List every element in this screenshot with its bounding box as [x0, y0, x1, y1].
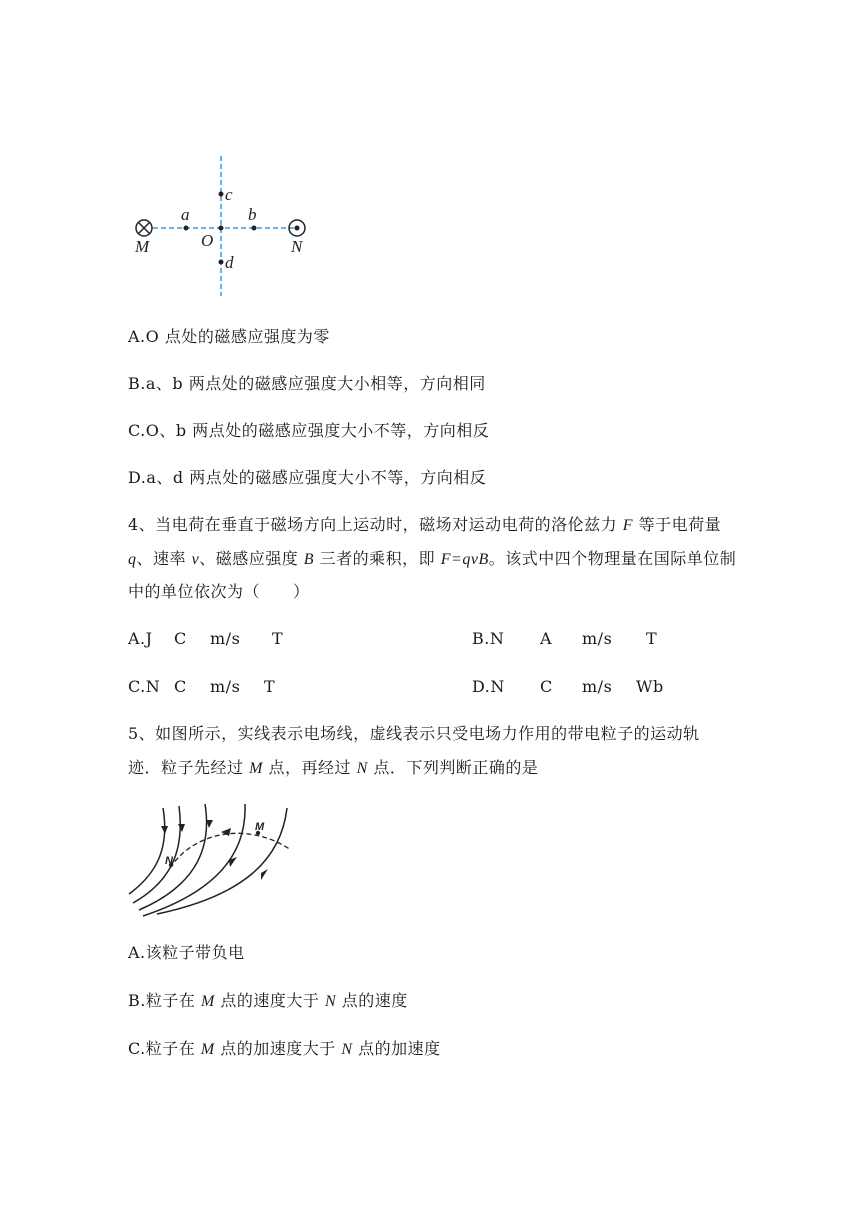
symbol-B: B [303, 551, 315, 568]
label-N: N [291, 237, 303, 256]
symbol-q: q [128, 551, 137, 568]
symbol-M: M [200, 993, 215, 1010]
trajectory-arrow-icon [221, 828, 231, 836]
point-O [219, 226, 224, 231]
magnetic-field-figure [125, 150, 325, 300]
q5-text: 点．下列判断正确的是 [367, 758, 539, 777]
opt-unit: m/s [210, 677, 241, 696]
opt-label: B.N [472, 629, 505, 648]
q3-option-a: A.O 点处的磁感应强度为零 [128, 327, 330, 346]
arrow-icon [261, 869, 268, 880]
point-b [252, 226, 257, 231]
q4-text: 、磁感应强度 [199, 549, 304, 568]
symbol-M: M [249, 760, 263, 777]
q3-option-d: D.a、d 两点处的磁感应强度大小不等，方向相反 [128, 468, 487, 487]
q5-option-c [128, 1038, 441, 1061]
symbol-N: N [356, 760, 368, 777]
q5-option-b [128, 990, 408, 1013]
q5-text: C.粒子在 [128, 1039, 201, 1058]
q4-text: 等于电荷量 [633, 515, 722, 534]
label-a: a [181, 205, 190, 224]
electric-field-figure [125, 800, 300, 918]
label-c: c [225, 185, 233, 204]
q4-option-c [128, 676, 275, 698]
q4-stem-line3: 中的单位依次为（ ） [128, 582, 310, 601]
opt-label: D.N [472, 677, 505, 696]
q5-text: B.粒子在 [128, 991, 201, 1010]
label-N: N [165, 855, 173, 867]
q4-text: 4、当电荷在垂直于磁场方向上运动时，磁场对运动电荷的洛伦兹力 [128, 515, 623, 534]
formula: F=qvB [440, 551, 489, 568]
q5-text: 点的速度大于 [214, 991, 325, 1010]
q5-option-a: A.该粒子带负电 [128, 943, 245, 962]
q3-option-c: C.O、b 两点处的磁感应强度大小不等，方向相反 [128, 421, 490, 440]
q5-text: 点，再经过 [262, 758, 357, 777]
q5-stem-line2 [128, 757, 538, 780]
opt-unit: T [264, 677, 276, 696]
arrow-icon [178, 824, 185, 832]
q4-text: 三者的乘积，即 [314, 549, 441, 568]
symbol-M: M [200, 1041, 215, 1058]
opt-unit: m/s [582, 629, 613, 648]
opt-unit: T [646, 629, 658, 648]
opt-unit: A [540, 629, 553, 648]
q5-text: 点的速度 [336, 991, 408, 1010]
q5-stem-line1: 5、如图所示，实线表示电场线，虚线表示只受电场力作用的带电粒子的运动轨 [128, 724, 700, 743]
field-line-1 [129, 808, 165, 894]
field-line-2 [133, 806, 180, 903]
opt-unit: C [540, 677, 553, 696]
opt-unit: m/s [210, 629, 241, 648]
opt-unit: C [174, 677, 187, 696]
label-d: d [225, 253, 234, 272]
point-d [219, 260, 224, 265]
opt-unit: Wb [636, 677, 664, 696]
arrow-icon [161, 826, 168, 834]
q5-text: 点的加速度 [352, 1039, 441, 1058]
field-line-5 [157, 808, 287, 914]
label-M: M [135, 237, 150, 256]
symbol-N: N [341, 1041, 353, 1058]
opt-unit: T [272, 629, 284, 648]
label-M: M [255, 821, 265, 833]
q4-option-d [472, 676, 664, 698]
opt-label: C.N [128, 677, 161, 696]
symbol-N: N [324, 993, 337, 1010]
q4-option-a [128, 628, 283, 650]
q4-stem-line2 [128, 548, 736, 571]
point-c [219, 192, 224, 197]
opt-unit: C [174, 629, 187, 648]
label-O: O [201, 231, 214, 250]
symbol-F: F [622, 517, 634, 534]
q5-text: 迹．粒子先经过 [128, 758, 250, 777]
label-b: b [248, 205, 257, 224]
point-a [184, 226, 189, 231]
q4-text: 、速率 [136, 549, 192, 568]
q4-text: 。该式中四个物理量在国际单位制 [488, 549, 737, 568]
q3-option-b: B.a、b 两点处的磁感应强度大小相等，方向相同 [128, 374, 486, 393]
wire-into-page-icon [136, 220, 152, 236]
symbol-v: v [191, 551, 200, 568]
opt-unit: m/s [582, 677, 613, 696]
opt-label: A.J [128, 629, 153, 648]
q4-option-b [472, 628, 657, 650]
q5-text: 点的加速度大于 [214, 1039, 342, 1058]
q4-stem-line1 [128, 514, 721, 537]
